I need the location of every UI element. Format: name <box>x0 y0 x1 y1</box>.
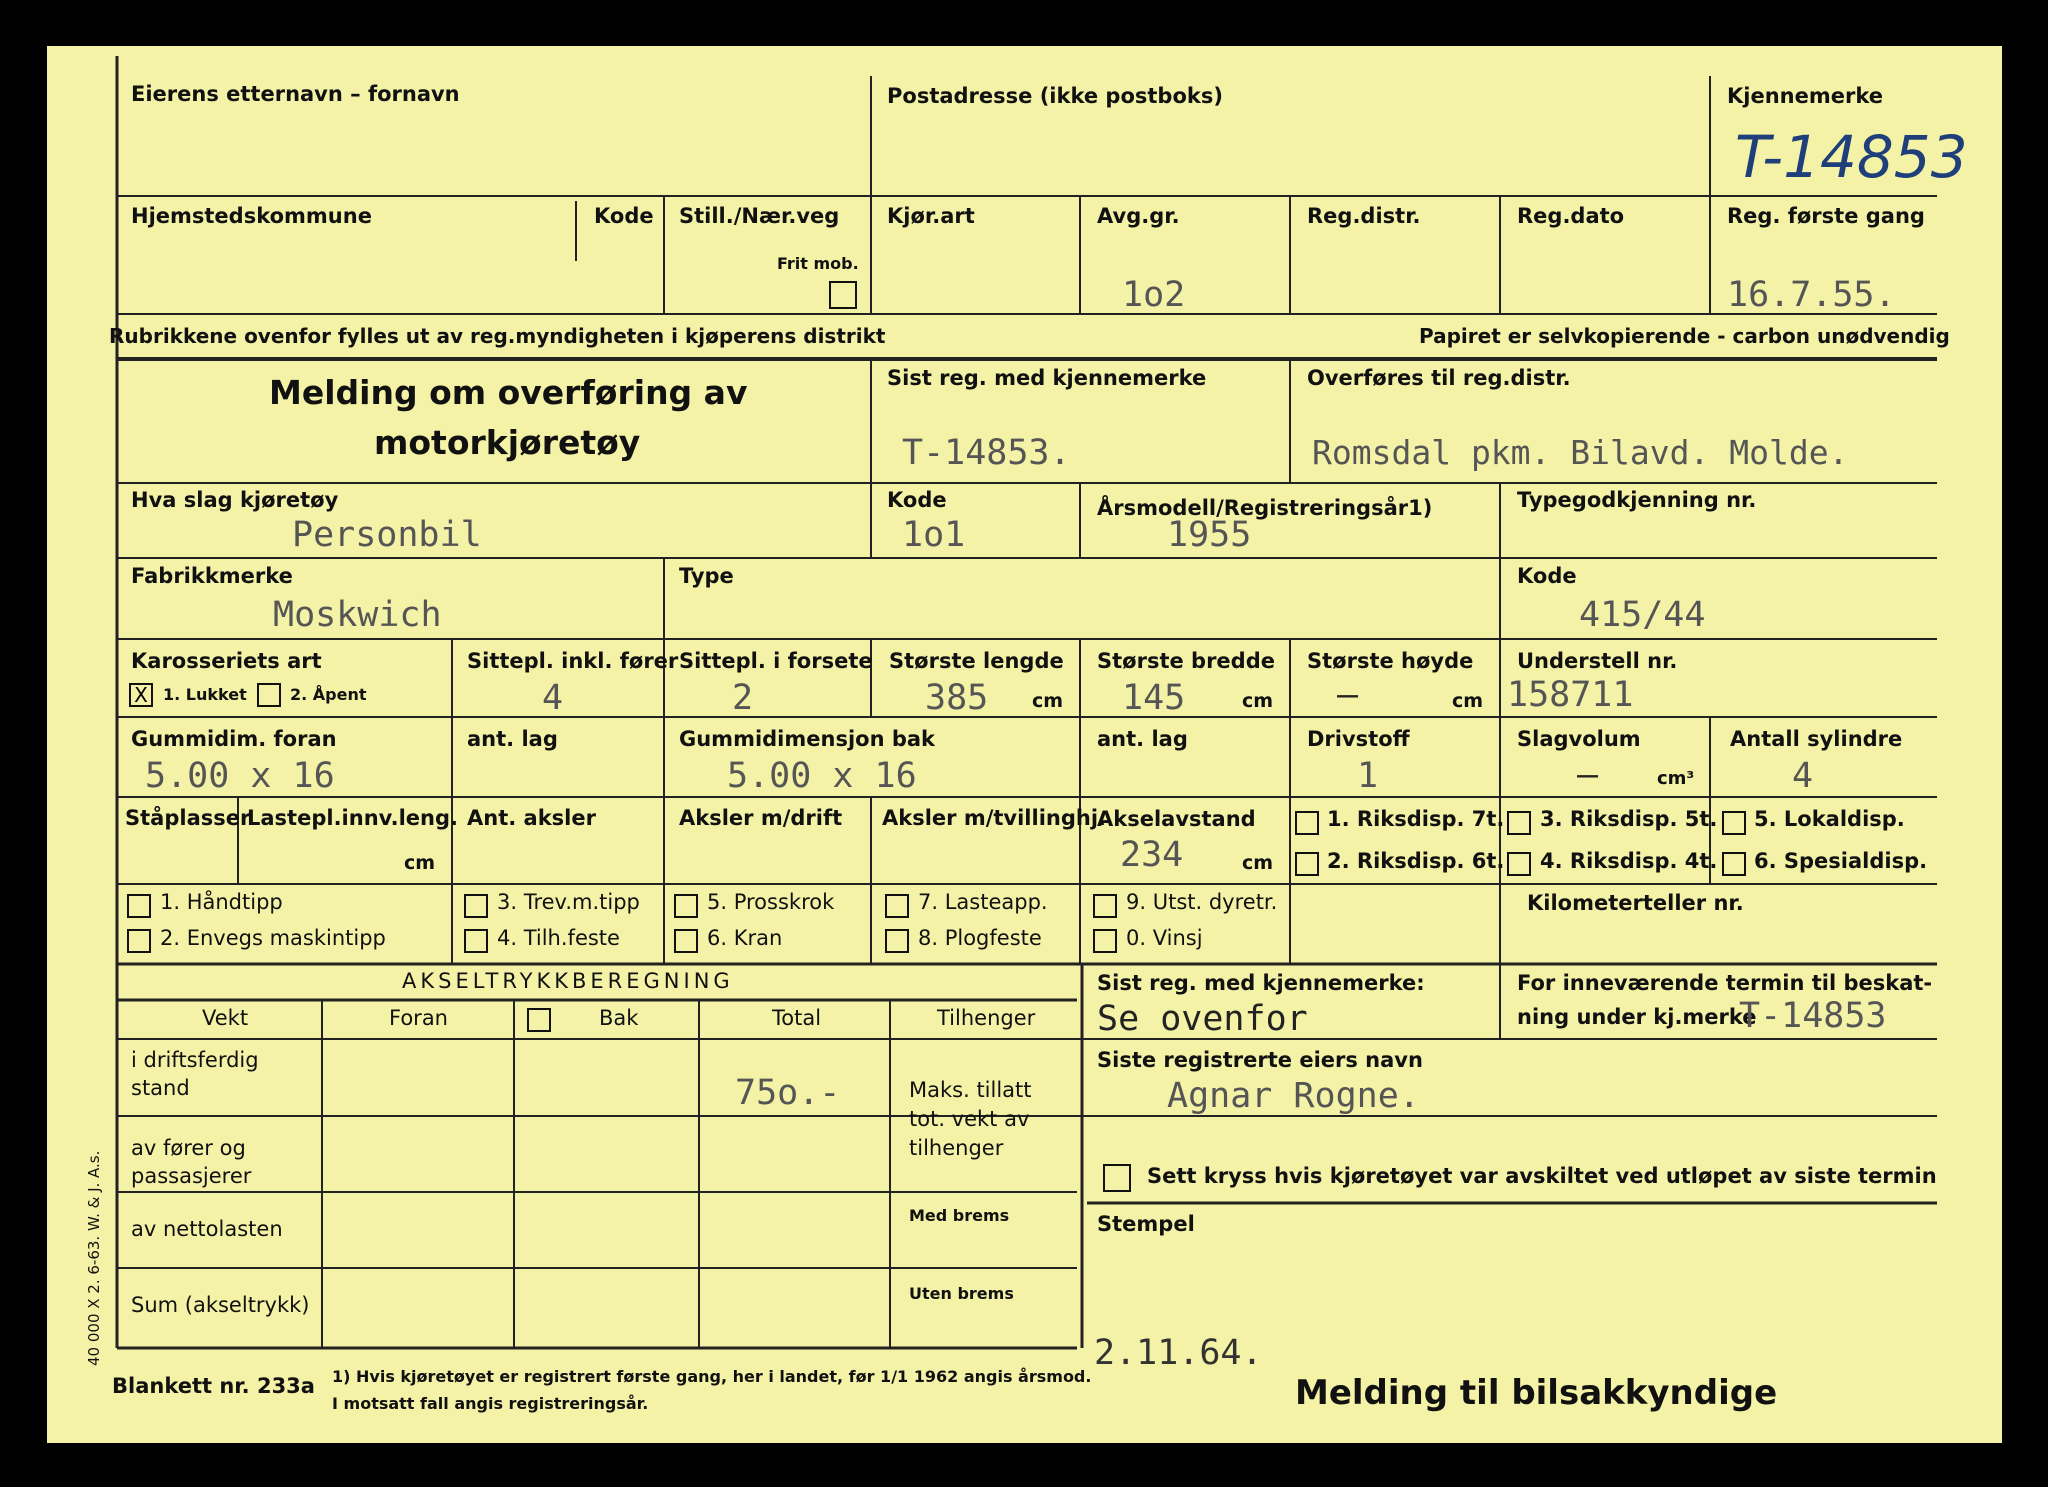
stamp-date-value: 2.11.64. <box>1094 1333 1263 1373</box>
col-front-header: Foran <box>389 1006 448 1030</box>
form-grid-lines <box>47 46 2002 1443</box>
max-length-value: 385 <box>925 678 989 718</box>
form-title-line1: Melding om overføring av <box>269 373 748 412</box>
disp6-checkbox[interactable] <box>1722 852 1746 876</box>
reg-date-label: Reg.dato <box>1517 204 1625 228</box>
eq6-checkbox[interactable] <box>674 929 698 953</box>
form-number: Blankett nr. 233a <box>112 1374 315 1398</box>
disp3-checkbox[interactable] <box>1507 811 1531 835</box>
max-width-value: 145 <box>1122 678 1186 718</box>
front-seats-label: Sittepl. i forsete <box>679 649 873 673</box>
standing-label: Ståplasser <box>125 806 251 830</box>
footnote-line1: 1) Hvis kjøretøyet er registrert første gang, her i landet, før 1/1 1962 angis årsmod. <box>332 1367 1092 1386</box>
max-width-unit: cm <box>1242 690 1274 712</box>
closed-checkbox[interactable]: X <box>129 683 153 707</box>
eq7-label: 7. Lasteapp. <box>918 890 1048 914</box>
eq3-checkbox[interactable] <box>464 894 488 918</box>
wheelbase-unit: cm <box>1242 852 1274 874</box>
fuel-value: 1 <box>1357 756 1379 796</box>
type-code-label: Kode <box>1517 564 1577 588</box>
form-title-line2: motorkjøretøy <box>374 423 641 462</box>
disp5-label: 5. Lokaldisp. <box>1754 807 1905 831</box>
cargo-length-label: Lastepl.innv.leng. <box>247 806 458 830</box>
last-reg-mark2-label: Sist reg. med kjennemerke: <box>1097 971 1425 995</box>
footnote-line2: I motsatt fall angis registreringsår. <box>332 1394 649 1413</box>
model-year-value: 1955 <box>1167 515 1252 555</box>
municipality-code-label: Kode <box>594 204 654 228</box>
note-left: Rubrikkene ovenfor fylles ut av reg.myndigheten i kjøperens distrikt <box>109 324 886 348</box>
current-term-label-1: For inneværende termin til beskat- <box>1517 971 1933 995</box>
chassis-no-value: 158711 <box>1507 675 1634 715</box>
last-reg-mark2-value: Se ovenfor <box>1097 999 1308 1039</box>
col-weight-header: Vekt <box>202 1006 249 1030</box>
axles-label: Ant. aksler <box>467 806 596 830</box>
registration-form-card <box>47 46 2002 1443</box>
tire-rear-value: 5.00 x 16 <box>727 756 917 796</box>
disp1-checkbox[interactable] <box>1295 811 1319 835</box>
vehicle-kind-label: Hva slag kjøretøy <box>131 488 339 512</box>
reg-mark-label: Kjennemerke <box>1727 84 1883 108</box>
disp1-label: 1. Riksdisp. 7t. <box>1327 807 1505 831</box>
note-right: Papiret er selvkopierende - carbon unødvendig <box>1419 324 1950 348</box>
odometer-label: Kilometerteller nr. <box>1527 891 1744 915</box>
tire-rear-label: Gummidimensjon bak <box>679 727 936 751</box>
row-sum-label: Sum (akseltrykk) <box>131 1293 310 1317</box>
owner-name-label: Eierens etternavn – fornavn <box>131 82 460 106</box>
last-owner-value: Agnar Rogne. <box>1167 1076 1420 1116</box>
driven-axles-label: Aksler m/drift <box>679 806 843 830</box>
cylinders-value: 4 <box>1792 756 1814 796</box>
displacement-label: Slagvolum <box>1517 727 1641 751</box>
deregistered-label: Sett kryss hvis kjøretøyet var avskiltet ved utløpet av siste termin <box>1147 1164 1937 1188</box>
cylinders-label: Antall sylindre <box>1730 727 1903 751</box>
eq2-label: 2. Envegs maskintipp <box>160 926 386 950</box>
first-reg-value: 16.7.55. <box>1727 275 1896 315</box>
eq0-checkbox[interactable] <box>1093 929 1117 953</box>
reg-district-label: Reg.distr. <box>1307 204 1421 228</box>
closed-label: 1. Lukket <box>163 685 247 704</box>
eq4-checkbox[interactable] <box>464 929 488 953</box>
eq1-label: 1. Håndtipp <box>160 890 283 914</box>
fee-group-label: Avg.gr. <box>1097 204 1180 228</box>
eq9-checkbox[interactable] <box>1093 894 1117 918</box>
type-code-value: 415/44 <box>1579 595 1706 635</box>
max-height-value: – <box>1337 675 1359 715</box>
wheelbase-value: 234 <box>1120 835 1184 875</box>
home-municipality-label: Hjemstedskommune <box>131 204 372 228</box>
wheelbase-label: Akselavstand <box>1097 807 1256 831</box>
last-owner-label: Siste registrerte eiers navn <box>1097 1048 1423 1072</box>
free-mob-checkbox[interactable] <box>829 281 857 309</box>
eq5-checkbox[interactable] <box>674 894 698 918</box>
ply-rear-label: ant. lag <box>1097 727 1188 751</box>
col-rear-header: Bak <box>599 1006 639 1030</box>
eq7-checkbox[interactable] <box>885 894 909 918</box>
eq1-checkbox[interactable] <box>127 894 151 918</box>
position-label: Still./Nær.veg <box>679 204 840 228</box>
vehicle-kind-value: Personbil <box>292 515 482 555</box>
total-operating-value: 75o.- <box>735 1073 841 1113</box>
transfer-to-label: Overføres til reg.distr. <box>1307 366 1571 390</box>
col-total-header: Total <box>772 1006 822 1030</box>
max-length-unit: cm <box>1032 690 1064 712</box>
fuel-label: Drivstoff <box>1307 727 1410 751</box>
make-value: Moskwich <box>273 595 442 635</box>
cargo-length-unit: cm <box>404 852 436 874</box>
open-label: 2. Åpent <box>290 685 367 704</box>
first-reg-label: Reg. første gang <box>1727 204 1925 228</box>
chassis-no-label: Understell nr. <box>1517 649 1678 673</box>
disp4-label: 4. Riksdisp. 4t. <box>1540 849 1718 873</box>
without-brakes-label: Uten brems <box>909 1284 1014 1303</box>
disp2-checkbox[interactable] <box>1295 852 1319 876</box>
displacement-value: – <box>1577 755 1599 795</box>
current-term-label-2: ning under kj.merke <box>1517 1005 1757 1029</box>
fee-group-value: 1o2 <box>1122 275 1186 315</box>
twin-axles-label: Aksler m/tvillinghj. <box>882 806 1107 830</box>
vehicle-code-value: 1o1 <box>902 515 966 555</box>
current-term-mark-value: T-14853 <box>1739 996 1887 1036</box>
postal-address-label: Postadresse (ikke postboks) <box>887 84 1223 108</box>
open-checkbox[interactable] <box>257 683 281 707</box>
ply-front-label: ant. lag <box>467 727 558 751</box>
transfer-to-value: Romsdal pkm. Bilavd. Molde. <box>1312 433 1849 472</box>
disp3-label: 3. Riksdisp. 5t. <box>1540 807 1718 831</box>
deregistered-checkbox[interactable] <box>1103 1164 1131 1192</box>
disp5-checkbox[interactable] <box>1722 811 1746 835</box>
side-print: 40 000 X 2. 6-63. W. & J. A.s. <box>85 1150 103 1366</box>
eq0-label: 0. Vinsj <box>1126 926 1203 950</box>
disp4-checkbox[interactable] <box>1507 852 1531 876</box>
eq3-label: 3. Trev.m.tipp <box>497 890 640 914</box>
driving-type-label: Kjør.art <box>887 204 975 228</box>
last-reg-mark-value: T-14853. <box>902 433 1071 473</box>
disp6-label: 6. Spesialdisp. <box>1754 849 1928 873</box>
row-driver-label: av fører og passasjerer <box>131 1136 252 1188</box>
eq2-checkbox[interactable] <box>127 929 151 953</box>
tire-front-label: Gummidim. foran <box>131 727 337 751</box>
free-mob-label: Frit mob. <box>777 254 859 273</box>
disp2-label: 2. Riksdisp. 6t. <box>1327 849 1505 873</box>
with-brakes-label: Med brems <box>909 1206 1010 1225</box>
reg-mark-handwritten: T-14853 <box>1735 123 1968 191</box>
row-netload-label: av nettolasten <box>131 1217 283 1241</box>
make-label: Fabrikkmerke <box>131 564 293 588</box>
eq8-checkbox[interactable] <box>885 929 909 953</box>
max-length-label: Største lengde <box>889 649 1064 673</box>
seats-incl-driver-value: 4 <box>542 678 564 718</box>
seats-incl-driver-label: Sittepl. inkl. fører <box>467 649 679 673</box>
rear-checkbox[interactable] <box>527 1008 551 1032</box>
displacement-unit: cm³ <box>1657 768 1695 789</box>
row-operating-label: i driftsferdig stand <box>131 1048 259 1100</box>
tire-front-value: 5.00 x 16 <box>145 756 335 796</box>
notice-title: Melding til bilsakkyndige <box>1295 1373 1778 1413</box>
vehicle-code-label: Kode <box>887 488 947 512</box>
eq5-label: 5. Prosskrok <box>707 890 835 914</box>
max-trailer-label: Maks. tillatt tot. vekt av tilhenger <box>909 1078 1032 1160</box>
col-trailer-header: Tilhenger <box>937 1006 1036 1030</box>
model-year-label: Årsmodell/Registreringsår1) <box>1097 496 1433 520</box>
max-height-unit: cm <box>1452 690 1484 712</box>
max-width-label: Største bredde <box>1097 649 1275 673</box>
eq8-label: 8. Plogfeste <box>918 926 1042 950</box>
eq6-label: 6. Kran <box>707 926 783 950</box>
type-approval-label: Typegodkjenning nr. <box>1517 488 1757 512</box>
max-height-label: Største høyde <box>1307 649 1474 673</box>
eq4-label: 4. Tilh.feste <box>497 926 620 950</box>
stamp-label: Stempel <box>1097 1212 1195 1236</box>
front-seats-value: 2 <box>732 678 754 718</box>
body-type-label: Karosseriets art <box>131 649 322 673</box>
eq9-label: 9. Utst. dyretr. <box>1126 890 1278 914</box>
last-reg-mark-label: Sist reg. med kjennemerke <box>887 366 1207 390</box>
type-label: Type <box>679 564 734 588</box>
axle-calc-title: AKSELTRYKKBEREGNING <box>402 969 734 993</box>
